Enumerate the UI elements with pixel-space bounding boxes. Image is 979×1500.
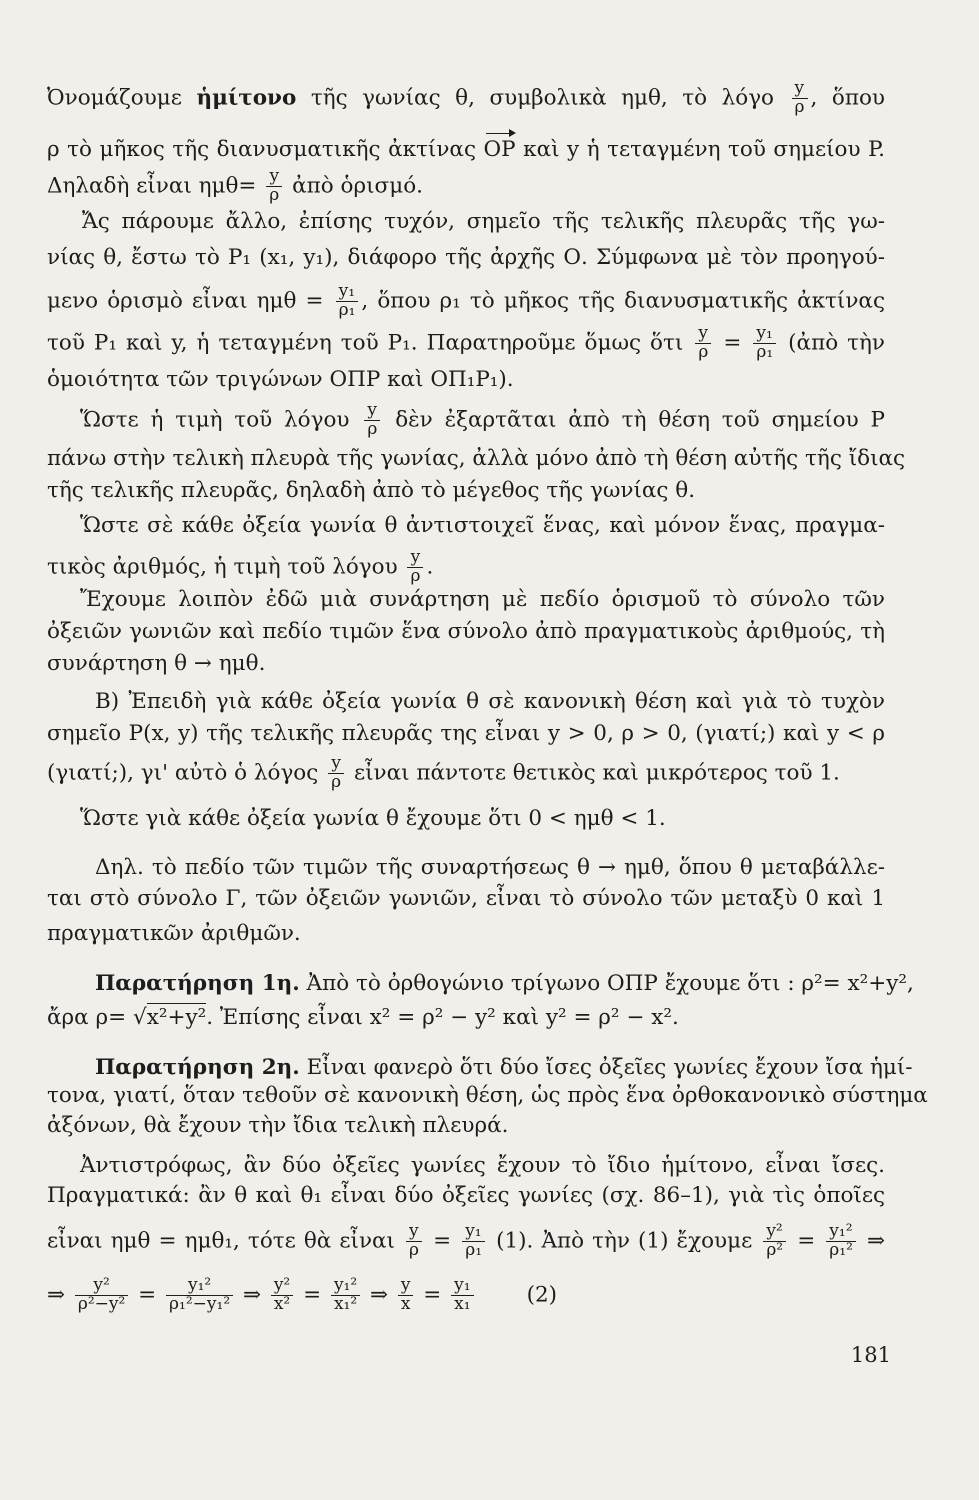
line-31 bbox=[47, 1223, 885, 1260]
line-10 bbox=[47, 443, 906, 475]
denominator: ρ₁ bbox=[465, 1239, 483, 1260]
text: δὲν ἐξαρτᾶται ἀπὸ τὴ θέση τοῦ σημείου P bbox=[383, 407, 885, 433]
denominator: ρ bbox=[698, 341, 709, 362]
text: , ὅπου ρ₁ τὸ μῆκος τῆς διανυσματικῆς ἀκτίνας bbox=[361, 288, 885, 314]
text: Ὥστε γιὰ κάθε ὀξεία γωνία θ ἔχουμε ὅτι 0 < ημθ < 1. bbox=[80, 806, 666, 831]
text: συνάρτηση θ → ημθ. bbox=[47, 651, 266, 676]
denominator: ρ₁²−y₁² bbox=[169, 1293, 231, 1314]
fraction-y-over-rho bbox=[364, 402, 380, 439]
text: = bbox=[131, 1282, 164, 1308]
fraction-y-over-rho bbox=[266, 168, 282, 205]
line-note-1 bbox=[95, 968, 914, 1000]
text: (ἀπὸ τὴν bbox=[779, 330, 886, 356]
text: Ἔχουμε λοιπὸν ἐδῶ μιὰ συνάρτηση μὲ πεδίο ὁρισμοῦ τὸ σύνολο τῶν bbox=[80, 587, 885, 612]
text: . Ἐπίσης εἶναι x² = ρ² − y² καὶ y² = ρ² − x². bbox=[206, 1005, 679, 1030]
text: τοῦ P₁ καὶ y, ἡ τεταγμένη τοῦ P₁. Παρατηροῦμε ὅμως ὅτι bbox=[47, 330, 693, 356]
text: Δηλ. τὸ πεδίο τῶν τιμῶν τῆς συναρτήσεως θ → ημθ, ὅπου θ μεταβάλλε- bbox=[95, 855, 885, 880]
text: (1). Ἀπὸ τὴν (1) ἔχουμε bbox=[488, 1228, 761, 1254]
line-definition-sine bbox=[47, 80, 885, 117]
line-7 bbox=[47, 325, 885, 362]
text: ἀπὸ ὁρισμό. bbox=[285, 173, 423, 199]
numerator: y² bbox=[763, 1223, 786, 1242]
denominator: ρ² bbox=[766, 1239, 784, 1260]
numerator: y bbox=[328, 755, 344, 774]
line-4 bbox=[82, 206, 885, 238]
numerator: y bbox=[695, 325, 711, 344]
line-25 bbox=[47, 1002, 885, 1034]
denominator: ρ²−y² bbox=[77, 1293, 126, 1314]
text: Πραγματικά: ἂν θ καὶ θ₁ εἶναι δύο ὀξεῖες γωνίες (σχ. 86–1), γιὰ τὶς ὁποῖες bbox=[47, 1183, 885, 1208]
text: Ἀντιστρόφως, ἂν δύο ὀξεῖες γωνίες ἔχουν τὸ ἴδιο ἡμίτονο, εἶναι ἴσες. bbox=[80, 1153, 885, 1178]
text: ται στὸ σύνολο Γ, τῶν ὀξειῶν γωνιῶν, εἶναι τὸ σύνολο τῶν μεταξὺ 0 καὶ 1 bbox=[47, 886, 885, 911]
denominator: ρ₁ bbox=[338, 299, 356, 320]
numerator: y bbox=[406, 1223, 422, 1242]
fraction-y12-over-rho12 bbox=[826, 1223, 856, 1260]
fraction-y1-over-rho1 bbox=[336, 283, 359, 320]
fraction-y12-over-x12 bbox=[331, 1277, 360, 1314]
numerator: y₁ bbox=[336, 283, 359, 302]
text: , ὅπου bbox=[810, 85, 886, 111]
fraction-y1-over-rho1 bbox=[753, 325, 776, 362]
equation-tag: (2) bbox=[526, 1282, 558, 1308]
text: Ἀπὸ τὸ ὀρθογώνιο τρίγωνο ΟΠΡ ἔχουμε ὅτι : ρ²= x²+y², bbox=[299, 971, 914, 996]
denominator: ρ bbox=[794, 96, 805, 117]
numerator: y bbox=[398, 1277, 414, 1296]
text: νίας θ, ἔστω τὸ P₁ (x₁, y₁), διάφορο τῆς ἀρχῆς Ο. Σύμφωνα μὲ τὸν προηγού- bbox=[47, 245, 885, 270]
denominator: x₁ bbox=[454, 1293, 471, 1314]
text: καὶ y ἡ τεταγμένη τοῦ σημείου P. bbox=[515, 137, 886, 162]
line-23 bbox=[47, 918, 885, 950]
denominator: x² bbox=[273, 1293, 291, 1314]
line-19 bbox=[47, 755, 885, 792]
text: μενο ὁρισμὸ εἶναι ημθ = bbox=[47, 288, 333, 314]
line-16 bbox=[47, 648, 885, 680]
text: ρ τὸ μῆκος τῆς διανυσματικῆς ἀκτίνας bbox=[47, 137, 484, 162]
line-22 bbox=[47, 883, 885, 915]
line-8 bbox=[47, 364, 885, 396]
text: (γιατί;), γι' αὐτὸ ὁ λόγος bbox=[47, 760, 326, 786]
text: Ὥστε ἡ τιμὴ τοῦ λόγου bbox=[80, 407, 362, 433]
line-21 bbox=[95, 852, 885, 884]
line-11 bbox=[47, 475, 885, 507]
text: Δηλαδὴ εἶναι ημθ= bbox=[47, 173, 264, 199]
fraction-y-over-rho bbox=[328, 755, 344, 792]
text: = bbox=[416, 1282, 449, 1308]
numerator: y₁² bbox=[166, 1277, 233, 1296]
denominator: x bbox=[400, 1293, 411, 1314]
text: Εἶναι φανερὸ ὅτι δύο ἴσες ὀξεῖες γωνίες ἔχουν ἴσα ἡμί- bbox=[299, 1055, 913, 1080]
text: Ὥστε σὲ κάθε ὀξεία γωνία θ ἀντιστοιχεῖ ἕνας, καὶ μόνον ἕνας, πραγμα- bbox=[80, 513, 885, 538]
numerator: y₁ bbox=[753, 325, 776, 344]
text: τῆς τελικῆς πλευρᾶς, δηλαδὴ ἀπὸ τὸ μέγεθος τῆς γωνίας θ. bbox=[47, 478, 696, 503]
text: σημεῖο P(x, y) τῆς τελικῆς πλευρᾶς της εἶναι y > 0, ρ > 0, (γιατί;) καὶ y < ρ bbox=[47, 721, 885, 746]
text: τῆς γωνίας θ, συμβολικὰ ημθ, τὸ λόγο bbox=[296, 85, 789, 111]
line-28 bbox=[47, 1110, 885, 1142]
line-12 bbox=[80, 510, 885, 542]
numerator: y₁² bbox=[331, 1277, 360, 1296]
text: = bbox=[789, 1228, 824, 1254]
note-1-heading: Παρατήρηση 1η. bbox=[95, 971, 300, 996]
fraction-y-over-rho bbox=[406, 1223, 422, 1260]
fraction-y2-over-x2 bbox=[271, 1277, 293, 1314]
line-17 bbox=[95, 686, 885, 718]
line-32 bbox=[47, 1277, 885, 1314]
text: Ὀνομάζουμε bbox=[47, 85, 197, 111]
text: εἶναι πάντοτε θετικὸς καὶ μικρότερος τοῦ 1. bbox=[347, 760, 840, 786]
text: ἀξόνων, θὰ ἔχουν τὴν ἴδια τελικὴ πλευρά. bbox=[47, 1113, 509, 1138]
line-18 bbox=[47, 718, 885, 750]
fraction-y1-over-x1 bbox=[451, 1277, 473, 1314]
vector-OP: OP bbox=[484, 134, 516, 166]
text: πάνω στὴν τελικὴ πλευρὰ τῆς γωνίας, ἀλλὰ μόνο ἀπὸ τὴ θέση αὐτῆς τῆς ἴδιας bbox=[47, 446, 906, 471]
line-20 bbox=[80, 803, 918, 835]
denominator: ρ bbox=[409, 1239, 420, 1260]
text: Ἄς πάρουμε ἄλλο, ἐπίσης τυχόν, σημεῖο τῆς τελικῆς πλευρᾶς τῆς γω- bbox=[82, 209, 885, 234]
fraction-y2-over-rho2 bbox=[763, 1223, 786, 1260]
text: ⇒ bbox=[363, 1282, 395, 1308]
denominator: ρ bbox=[269, 184, 280, 205]
numerator: y bbox=[364, 402, 380, 421]
line-5 bbox=[47, 242, 885, 274]
text: ⇒ bbox=[236, 1282, 268, 1308]
line-6 bbox=[47, 283, 885, 320]
numerator: y bbox=[792, 80, 808, 99]
text: τικὸς ἀριθμός, ἡ τιμὴ τοῦ λόγου bbox=[47, 554, 405, 580]
sqrt-radicand: x²+y² bbox=[146, 1005, 207, 1030]
line-15 bbox=[47, 616, 885, 648]
fraction-y2-over-diff bbox=[75, 1277, 128, 1314]
numerator: y₁² bbox=[826, 1223, 856, 1242]
line-29 bbox=[80, 1150, 885, 1182]
fraction-y-over-rho bbox=[792, 80, 808, 117]
line-2 bbox=[47, 134, 885, 166]
numerator: y² bbox=[271, 1277, 293, 1296]
numerator: y² bbox=[75, 1277, 128, 1296]
text: . bbox=[426, 554, 434, 580]
text: B) Ἐπειδὴ γιὰ κάθε ὀξεία γωνία θ σὲ κανονικὴ θέση καὶ γιὰ τὸ τυχὸν bbox=[95, 689, 885, 714]
fraction-y-over-rho bbox=[407, 549, 423, 586]
fraction-y-over-rho bbox=[695, 325, 711, 362]
denominator: ρ bbox=[367, 418, 378, 439]
text: ὀξειῶν γωνιῶν καὶ πεδίο τιμῶν ἕνα σύνολο ἀπὸ πραγματικοὺς ἀριθμούς, τὴ bbox=[47, 619, 885, 644]
text: ἄρα ρ= √ bbox=[47, 1005, 147, 1030]
fraction-y-over-x bbox=[398, 1277, 414, 1314]
page-number: 181 bbox=[850, 1343, 891, 1367]
denominator: ρ₁² bbox=[829, 1239, 853, 1260]
line-13 bbox=[47, 549, 885, 586]
line-30 bbox=[47, 1180, 885, 1212]
text: = bbox=[425, 1228, 460, 1254]
denominator: ρ₁ bbox=[756, 341, 774, 362]
numerator: y₁ bbox=[451, 1277, 473, 1296]
numerator: y bbox=[266, 168, 282, 187]
note-2-heading: Παρατήρηση 2η. bbox=[95, 1055, 300, 1080]
text: τονα, γιατί, ὅταν τεθοῦν σὲ κανονικὴ θέση, ὡς πρὸς ἕνα ὀρθοκανονικὸ σύστημα bbox=[47, 1083, 928, 1108]
text: ⇒ bbox=[858, 1228, 885, 1254]
text: ὁμοιότητα τῶν τριγώνων ΟΠΡ καὶ ΟΠ₁P₁). bbox=[47, 367, 514, 392]
line-3 bbox=[47, 168, 885, 205]
line-14 bbox=[80, 584, 885, 616]
text: πραγματικῶν ἀριθμῶν. bbox=[47, 921, 301, 946]
fraction-y1-over-rho1 bbox=[462, 1223, 485, 1260]
fraction-y12-over-diff1 bbox=[166, 1277, 233, 1314]
denominator: ρ bbox=[331, 771, 342, 792]
denominator: ρ bbox=[410, 565, 421, 586]
line-9 bbox=[80, 402, 885, 439]
text: = bbox=[296, 1282, 328, 1308]
numerator: y₁ bbox=[462, 1223, 485, 1242]
text: εἶναι ημθ = ημθ₁, τότε θὰ εἶναι bbox=[47, 1228, 404, 1254]
denominator: x₁² bbox=[333, 1293, 358, 1314]
term-sine: ἡμίτονο bbox=[196, 85, 297, 111]
text: ⇒ bbox=[47, 1282, 72, 1308]
numerator: y bbox=[407, 549, 423, 568]
text: = bbox=[714, 330, 751, 356]
line-27 bbox=[47, 1080, 928, 1112]
